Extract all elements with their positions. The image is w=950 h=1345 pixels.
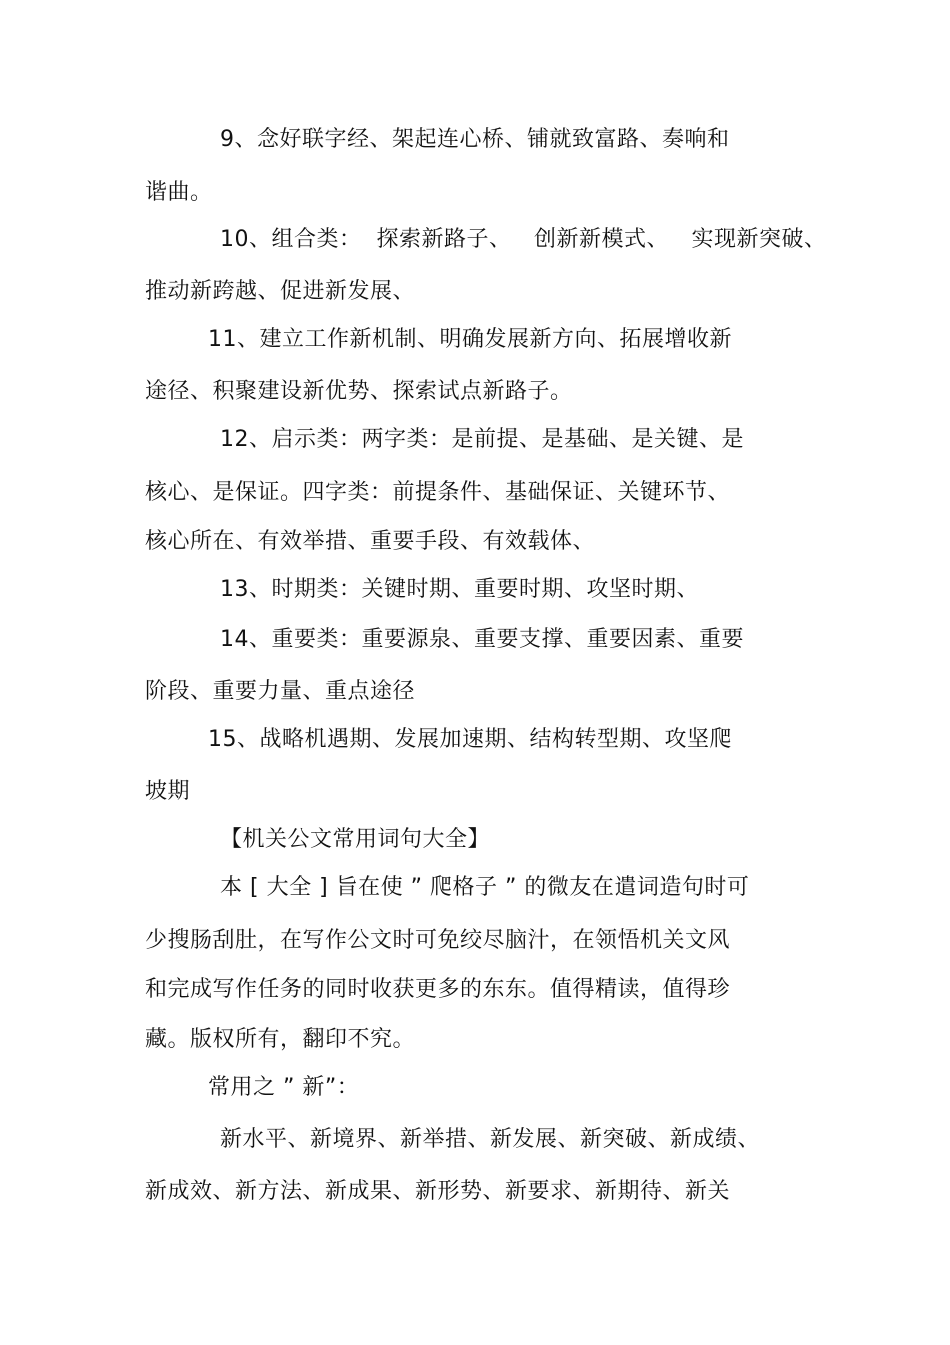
section-heading: 【机关公文常用词句大全】 [220, 827, 491, 852]
text-line-3: 10、组合类： 探索新路子、 创新新模式、 实现新突破、 [220, 227, 827, 252]
text-line-10: 13、时期类：关键时期、重要时期、攻坚时期、 [220, 577, 699, 602]
text-line-22: 新成效、新方法、新成果、新形势、新要求、新期待、新关 [145, 1179, 731, 1204]
text-line-7: 12、启示类：两字类：是前提、是基础、是关键、是 [220, 427, 744, 452]
text-line-12: 阶段、重要力量、重点途径 [145, 679, 416, 704]
text-line-18: 和完成写作任务的同时收获更多的东东。值得精读，值得珍 [145, 977, 731, 1002]
text-line-13: 15、战略机遇期、发展加速期、结构转型期、攻坚爬 [208, 727, 732, 752]
text-line-2: 谐曲。 [145, 180, 213, 205]
text-line-16: 本 [ 大全 ] 旨在使 ” 爬格子 ” 的微友在遣词造句时可 [220, 875, 750, 900]
text-line-17: 少搜肠刮肚，在写作公文时可免绞尽脑汁，在领悟机关文风 [145, 928, 731, 953]
text-line-5: 11、建立工作新机制、明确发展新方向、拓展增收新 [208, 327, 732, 352]
text-line-9: 核心所在、有效举措、重要手段、有效载体、 [145, 529, 596, 554]
text-line-20: 常用之 ” 新”： [208, 1075, 360, 1100]
text-line-1: 9、念好联字经、架起连心桥、铺就致富路、奏响和 [220, 127, 730, 152]
text-line-8: 核心、是保证。四字类：前提条件、基础保证、关键环节、 [145, 480, 731, 505]
text-line-6: 途径、积聚建设新优势、探索试点新路子。 [145, 379, 573, 404]
text-line-14: 坡期 [145, 779, 191, 804]
text-line-19: 藏。版权所有，翻印不究。 [145, 1027, 416, 1052]
text-line-4: 推动新跨越、促进新发展、 [145, 279, 416, 304]
text-line-11: 14、重要类：重要源泉、重要支撑、重要因素、重要 [220, 627, 744, 652]
text-line-21: 新水平、新境界、新举措、新发展、新突破、新成绩、 [220, 1127, 761, 1152]
